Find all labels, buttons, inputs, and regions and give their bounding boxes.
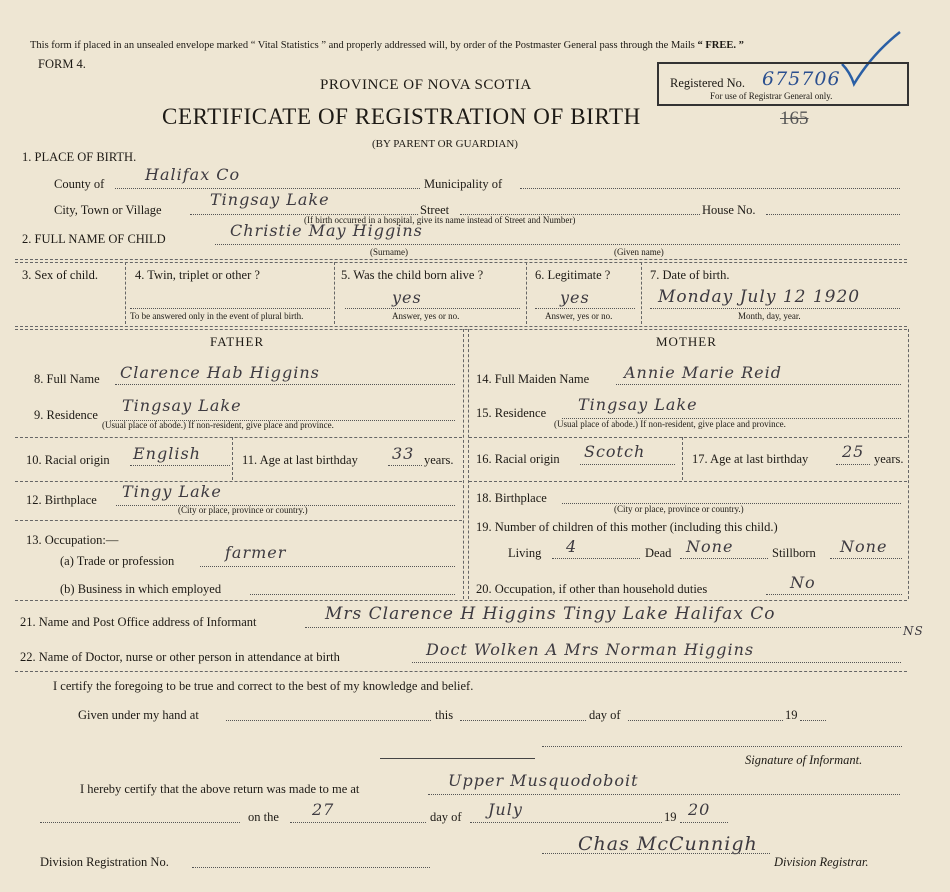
house-label: House No. — [702, 203, 756, 217]
alive-label: 5. Was the child born alive ? — [341, 268, 484, 282]
county-label: County of — [54, 177, 105, 191]
this-label: this — [435, 708, 454, 722]
given-note: (Given name) — [614, 247, 664, 257]
hospital-note: (If birth occurred in a hospital, give its name instead of Street and Number) — [304, 215, 576, 225]
legitimate-label: 6. Legitimate ? — [535, 268, 611, 282]
dob-label: 7. Date of birth. — [650, 268, 730, 282]
father-residence-note: (Usual place of abode.) If non-resident, give place and province. — [102, 420, 334, 430]
division-registration-label: Division Registration No. — [40, 855, 169, 869]
stillborn-value: None — [840, 537, 888, 556]
mother-name-value: Annie Marie Reid — [624, 363, 782, 382]
page-title: CERTIFICATE OF REGISTRATION OF BIRTH — [162, 104, 641, 129]
father-name-label: 8. Full Name — [34, 372, 100, 386]
dob-note: Month, day, year. — [738, 311, 801, 321]
living-value: 4 — [566, 537, 578, 556]
registration-year-value: 20 — [688, 800, 711, 819]
city-label: City, Town or Village — [54, 203, 162, 217]
registration-place-value: Upper Musquodoboit — [448, 771, 639, 790]
province-heading: PROVINCE OF NOVA SCOTIA — [320, 77, 532, 93]
dead-label: Dead — [645, 546, 672, 560]
county-value: Halifax Co — [145, 165, 241, 184]
mother-residence-value: Tingsay Lake — [578, 395, 698, 414]
given-label: Given under my hand at — [78, 708, 199, 722]
title-struck-number: 165 — [780, 108, 809, 129]
registrar-text: I hereby certify that the above return was made to me at — [80, 782, 360, 796]
mother-age-label: 17. Age at last birthday — [692, 452, 809, 466]
twin-label: 4. Twin, triplet or other ? — [135, 268, 260, 282]
postal-notice: This form if placed in an unsealed envelope marked “ Vital Statistics ” and properly addressed will, by order of the Postmaster General pass through the Mails “ FREE. ” — [30, 40, 744, 51]
trade-label: (a) Trade or profession — [60, 554, 175, 568]
mother-heading: MOTHER — [656, 334, 717, 349]
mother-birthplace-note: (City or place, province or country.) — [614, 504, 744, 514]
father-residence-label: 9. Residence — [34, 408, 98, 422]
registration-year-prefix: 19 — [664, 810, 677, 824]
informant-label: 21. Name and Post Office address of Informant — [20, 615, 257, 629]
certify-text: I certify the foregoing to be true and correct to the best of my knowledge and belief. — [53, 679, 474, 693]
father-birthplace-value: Tingy Lake — [122, 482, 222, 501]
father-age-value: 33 — [392, 444, 415, 463]
free-label: “ FREE. ” — [697, 40, 744, 51]
child-name-value: Christie May Higgins — [230, 221, 423, 240]
father-racial-value: English — [133, 444, 201, 463]
form-number: FORM 4. — [38, 57, 86, 71]
registered-note: For use of Registrar General only. — [710, 91, 833, 101]
day-of-label: day of — [589, 708, 621, 722]
informant-value: Mrs Clarence H Higgins Tingy Lake Halifax Co — [325, 604, 776, 624]
mother-residence-note: (Usual place of abode.) If non-resident, give place and province. — [554, 419, 786, 429]
mother-age-value: 25 — [842, 442, 865, 461]
living-label: Living — [508, 546, 542, 560]
mother-racial-value: Scotch — [584, 442, 646, 461]
mother-residence-label: 15. Residence — [476, 406, 547, 420]
stillborn-label: Stillborn — [772, 546, 816, 560]
alive-value: yes — [392, 288, 422, 307]
mother-name-label: 14. Full Maiden Name — [476, 372, 590, 386]
children-label: 19. Number of children of this mother (including this child.) — [476, 520, 778, 534]
father-name-value: Clarence Hab Higgins — [120, 363, 320, 382]
mother-occupation-value: No — [790, 573, 816, 592]
doctor-value: Doct Wolken A Mrs Norman Higgins — [426, 640, 755, 659]
page-subtitle: (BY PARENT OR GUARDIAN) — [372, 138, 518, 150]
mother-occupation-label: 20. Occupation, if other than household duties — [476, 582, 708, 596]
father-birthplace-label: 12. Birthplace — [26, 493, 97, 507]
mother-racial-label: 16. Racial origin — [476, 452, 560, 466]
year-label: 19 — [785, 708, 798, 722]
father-birthplace-note: (City or place, province or country.) — [178, 505, 308, 515]
registration-dayof-label: day of — [430, 810, 462, 824]
informant-extra: NS — [903, 624, 924, 638]
sex-label: 3. Sex of child. — [22, 268, 99, 282]
mother-age-unit: years. — [874, 452, 904, 466]
doctor-label: 22. Name of Doctor, nurse or other person in attendance at birth — [20, 650, 340, 664]
legitimate-note: Answer, yes or no. — [545, 311, 613, 321]
registered-number: 675706 — [762, 68, 841, 90]
father-age-label: 11. Age at last birthday — [242, 453, 358, 467]
trade-value: farmer — [225, 543, 287, 562]
legitimate-value: yes — [560, 288, 590, 307]
father-residence-value: Tingsay Lake — [122, 396, 242, 415]
registration-day-value: 27 — [312, 800, 335, 819]
on-the-label: on the — [248, 810, 279, 824]
father-age-unit: years. — [424, 453, 454, 467]
registrar-signature: Chas McCunnigh — [578, 833, 758, 855]
father-occupation-label: 13. Occupation:— — [26, 533, 119, 547]
street-label: Street — [420, 203, 450, 217]
informant-signature-label: Signature of Informant. — [745, 753, 863, 767]
division-registrar-label: Division Registrar. — [774, 855, 869, 869]
father-racial-label: 10. Racial origin — [26, 453, 110, 467]
alive-note: Answer, yes or no. — [392, 311, 460, 321]
business-label: (b) Business in which employed — [60, 582, 222, 596]
mother-birthplace-label: 18. Birthplace — [476, 491, 547, 505]
child-name-label: 2. FULL NAME OF CHILD — [22, 232, 166, 246]
dead-value: None — [686, 537, 734, 556]
twin-note: To be answered only in the event of plural birth. — [130, 311, 304, 321]
city-value: Tingsay Lake — [210, 190, 330, 209]
surname-note: (Surname) — [370, 247, 408, 257]
place-of-birth-heading: 1. PLACE OF BIRTH. — [22, 150, 137, 164]
municipality-label: Municipality of — [424, 177, 503, 191]
dob-value: Monday July 12 1920 — [658, 287, 861, 307]
registration-month-value: July — [488, 800, 523, 819]
father-heading: FATHER — [210, 334, 265, 349]
registered-label: Registered No. — [670, 76, 745, 90]
